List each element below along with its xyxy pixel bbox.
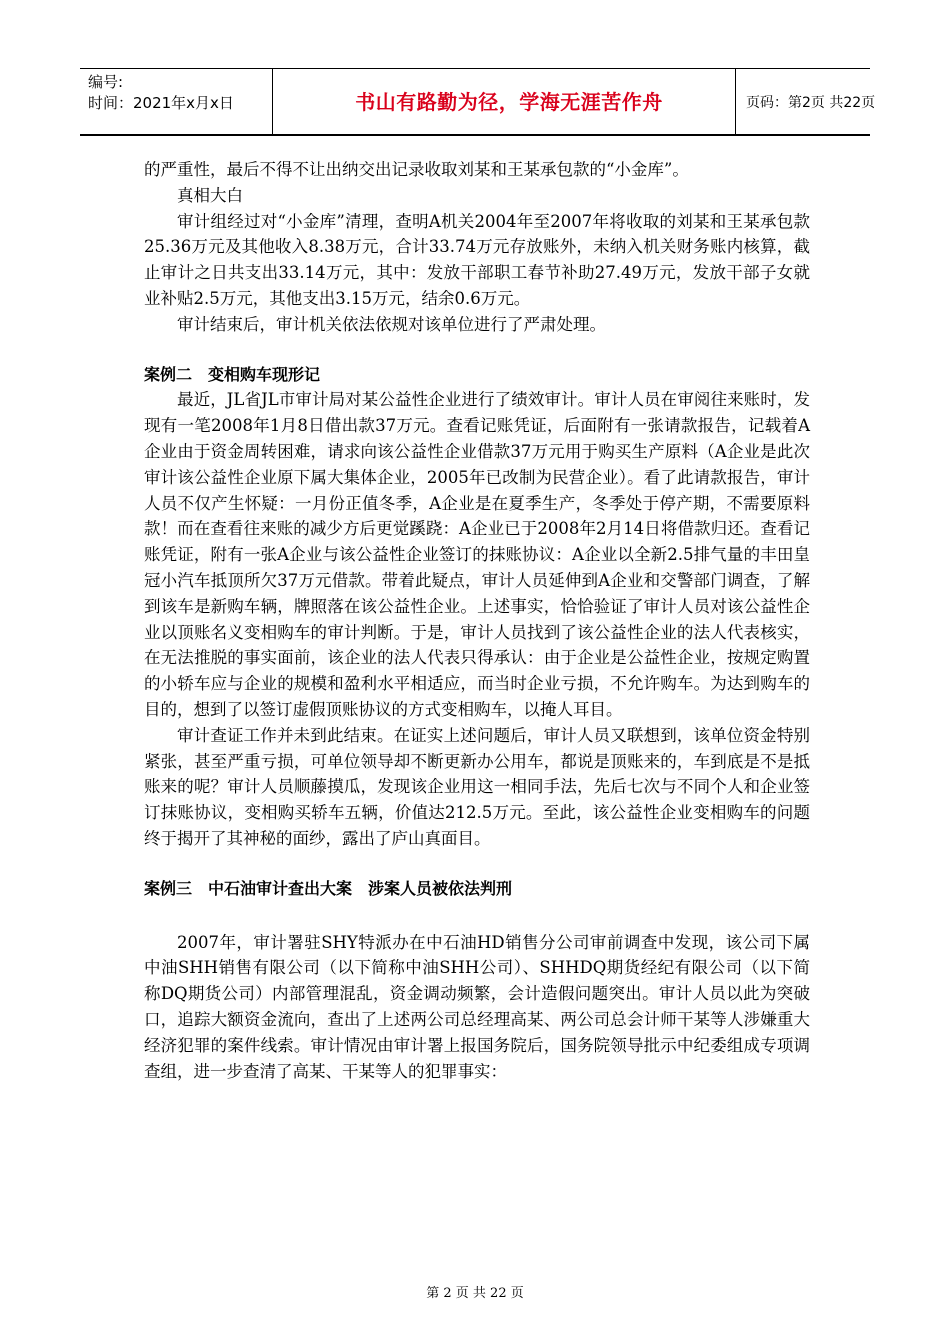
spacer <box>144 852 810 876</box>
paragraph-3: 审计组经过对“小金库”清理，查明A机关2004年至2007年将收取的刘某和王某承包款25.36万元及其他收入8.38万元，合计33.74万元存放账外，未纳入机关财务账内核算，截止审计之日共支出33.14万元，其中：发放干部职工春节补助27.49万元，发放干部子女就业补贴2.5万元，其他支出3.15万元，结余0.6万元。 <box>144 211 810 308</box>
header-top-rule <box>80 68 870 69</box>
case-three-heading: 案例三 中石油审计查出大案 涉案人员被依法判刑 <box>144 878 513 898</box>
header-page-code: 页码：第2页 共22页 <box>746 95 876 111</box>
header-bottom-rule <box>80 134 870 136</box>
header-time-label: 时间：2021年x月x日 <box>88 94 234 112</box>
paragraph-1: 的严重性，最后不得不让出纳交出记录收取刘某和王某承包款的“小金库”。 <box>144 160 689 179</box>
paragraph-4: 审计结束后，审计机关依法依规对该单位进行了严肃处理。 <box>177 314 606 334</box>
paragraph-2: 真相大白 <box>177 185 243 205</box>
page-header <box>80 68 876 136</box>
header-motto: 书山有路勤为径，学海无涯苦作舟 <box>355 90 663 114</box>
paragraph-5: 最近，JL省JL市审计局对某公益性企业进行了绩效审计。审计人员在审阅往来账时，发现有一笔2008年1月8日借出款37万元。查看记账凭证，后面附有一张请款报告，记载着A企业由于资金周转困难，请求向该公益性企业借款37万元用于购买生产原料（A企业是此次审计该公益性企业原下属大集体企业，2005年已改制为民营企业）。看了此请款报告，审计人员不仅产生怀疑：一月份正值冬季，A企业是在夏季生产，冬季处于停产期，不需要原料款！而在查看往来账的减少方后更觉蹊跷：A企业已于2008年2月14日将借款归还。查看记账凭证，附有一张A企业与该公益性企业签订的抹账协议：A企业以全新2.5排气量的丰田皇冠小汽车抵顶所欠37万元借款。带着此疑点，审计人员延伸到A企业和交警部门调查，了解到该车是新购车辆，牌照落在该公益性企业。上述事实，恰恰验证了审计人员对该公益性企业以顶账名义变相购车的审计判断。于是，审计人员找到了该公益性企业的法人代表核实，在无法推脱的事实面前，该企业的法人代表只得承认：由于企业是公益性企业，按规定购置的小轿车应与企业的规模和盈利水平相适应，而当时企业亏损，不允许购车。为达到购车的目的，想到了以签订虚假顶账协议的方式变相购车，以掩人耳目。 <box>144 390 810 719</box>
spacer <box>144 338 810 362</box>
spacer <box>144 902 810 930</box>
case-two-heading: 案例二 变相购车现形记 <box>144 364 321 384</box>
paragraph-6: 审计查证工作并未到此结束。在证实上述问题后，审计人员又联想到，该单位资金特别紧张，甚至严重亏损，可单位领导却不断更新办公用车，都说是顶账来的，车到底是不是抵账来的呢？审计人员顺藤摸瓜，发现该企业用这一相同手法，先后七次与不同个人和企业签订抹账协议，变相购买轿车五辆，价值达212.5万元。至此，该公益性企业变相购车的问题终于揭开了其神秘的面纱，露出了庐山真面目。 <box>144 725 810 848</box>
paragraph-7: 2007年，审计署驻SHY特派办在中石油HD销售分公司审前调查中发现，该公司下属中油SHH销售有限公司（以下简称中油SHH公司）、SHHDQ期货经纪有限公司（以下简称DQ期货公司）内部管理混乱，资金调动频繁，会计造假问题突出。审计人员以此为突破口，追踪大额资金流向，查出了上述两公司总经理高某、两公司总会计师干某等人涉嫌重大经济犯罪的案件线索。审计情况由审计署上报国务院后，国务院领导批示中纪委组成专项调查组，进一步查清了高某、干某等人的犯罪事实： <box>144 932 810 1081</box>
header-number-label: 编号: <box>88 73 124 91</box>
document-body <box>144 157 810 1084</box>
page-footer: 第 2 页 共 22 页 <box>426 1286 524 1301</box>
header-meta <box>88 72 278 114</box>
